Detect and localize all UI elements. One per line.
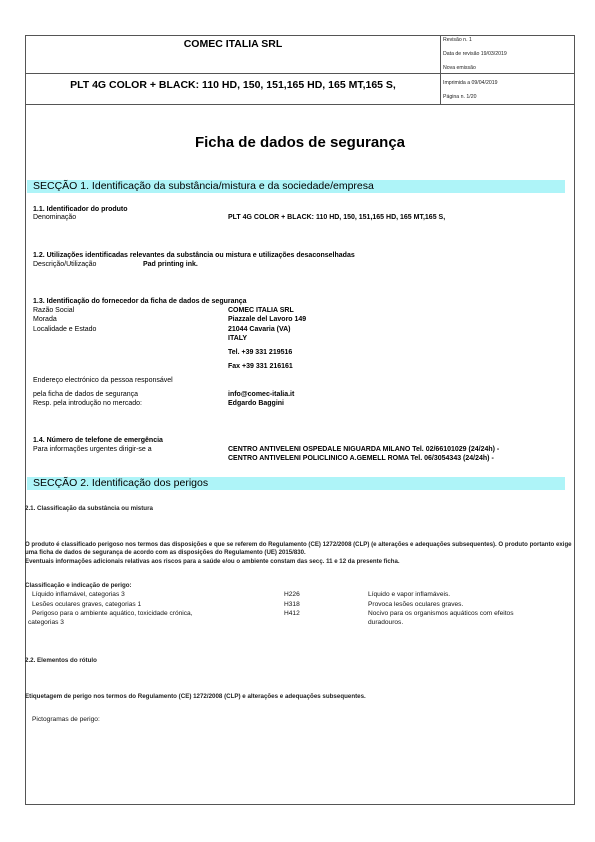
responsible-label: Resp. pela introdução no mercado: <box>33 400 142 407</box>
company-name: COMEC ITALIA SRL <box>183 38 283 50</box>
product-name: PLT 4G COLOR + BLACK: 110 HD, 150, 151,165 HD, 165 MT,165 S, <box>70 79 396 91</box>
hazard-category-continued: categorias 3 <box>28 619 64 626</box>
additional-info-paragraph: Eventuais informações adicionais relativas aos riscos para a saúde e/ou o ambiente constam das secç. 11 e 12 da presente ficha. <box>25 558 400 565</box>
classification-paragraph: O produto é classificado perigoso nos termos das disposições e que se referem do Regulamento (CE) 1272/2008 (CLP) (e alterações e adequações subsequentes). O produto portanto exige uma ficha de dados de segurança de acordo com as disposições do Regulamento (UE) 2015/830. <box>25 541 572 557</box>
revision-number: Revisão n. 1 <box>443 37 472 43</box>
section-1-2-title: 1.2. Utilizações identificadas relevantes da substância ou mistura e utilizações desaconselhadas <box>33 252 355 259</box>
denominacao-label: Denominação <box>33 214 77 221</box>
hazard-statement: Nocivo para os organismos aquáticos com efeitos <box>368 610 514 617</box>
section-1-4-title: 1.4. Número de telefone de emergência <box>33 437 163 444</box>
labelling-paragraph: Etiquetagem de perigo nos termos do Regulamento (CE) 1272/2008 (CLP) e alterações e adequações subsequentes. <box>25 693 366 700</box>
classification-title: Classificação e indicação de perigo: <box>25 582 132 589</box>
email-intro: Endereço electrónico da pessoa responsável <box>33 377 173 384</box>
section-1-heading: SECÇÃO 1. Identificação da substância/mistura e da sociedade/empresa <box>27 180 565 193</box>
country-value: ITALY <box>228 335 248 342</box>
emergency-line-2: CENTRO ANTIVELENI POLICLINICO A.GEMELL ROMA Tel. 06/3054343 (24/24h) - <box>228 455 494 462</box>
header-column-divider <box>440 35 441 104</box>
new-issue: Nova emissão <box>443 65 476 71</box>
email-value[interactable]: info@comec-italia.it <box>228 391 295 398</box>
descricao-label: Descrição/Utilização <box>33 261 97 268</box>
section-1-3-title: 1.3. Identificação do fornecedor da ficha de dados de segurança <box>33 298 247 305</box>
section-1-1-title: 1.1. Identificador do produto <box>33 206 128 213</box>
print-date: Imprimida a 09/04/2019 <box>443 80 498 86</box>
morada-value: Piazzale del Lavoro 149 <box>228 316 307 323</box>
telephone: Tel. +39 331 219516 <box>228 349 293 356</box>
header-bottom-rule <box>25 104 575 105</box>
hazard-code: H412 <box>284 610 300 617</box>
hazard-category: Perigoso para o ambiente aquático, toxicidade crónica, <box>32 610 193 617</box>
hazard-category: Líquido inflamável, categorias 3 <box>32 591 125 598</box>
localidade-value: 21044 Cavaria (VA) <box>228 326 291 333</box>
emergency-line-1: CENTRO ANTIVELENI OSPEDALE NIGUARDA MILANO Tel. 02/66101029 (24/24h) - <box>228 446 500 453</box>
razao-social-label: Razão Social <box>33 307 75 314</box>
hazard-statement: Provoca lesões oculares graves. <box>368 601 464 608</box>
fax: Fax +39 331 216161 <box>228 363 293 370</box>
hazard-category: Lesões oculares graves, categorias 1 <box>32 601 142 608</box>
pictograms-label: Pictogramas de perigo: <box>32 716 100 723</box>
hazard-code: H318 <box>284 601 300 608</box>
page-number: Página n. 1/20 <box>443 94 477 100</box>
section-2-2-title: 2.2. Elementos do rótulo <box>25 657 97 664</box>
header-divider <box>25 73 575 74</box>
localidade-label: Localidade e Estado <box>33 326 97 333</box>
hazard-code: H226 <box>284 591 300 598</box>
document-title: Ficha de dados de segurança <box>194 134 406 151</box>
denominacao-value: PLT 4G COLOR + BLACK: 110 HD, 150, 151,165 HD, 165 MT,165 S, <box>228 214 446 221</box>
responsible-value: Edgardo Baggini <box>228 400 284 407</box>
morada-label: Morada <box>33 316 57 323</box>
hazard-statement-continued: duradouros. <box>368 619 404 626</box>
emergency-label: Para informações urgentes dirigir-se a <box>33 446 152 453</box>
revision-date: Data de revisão 19/03/2019 <box>443 51 507 57</box>
descricao-value: Pad printing ink. <box>143 261 198 268</box>
section-2-1-title: 2.1. Classificação da substância ou mistura <box>25 505 153 512</box>
section-2-heading: SECÇÃO 2. Identificação dos perigos <box>27 477 565 490</box>
hazard-statement: Líquido e vapor inflamáveis. <box>368 591 451 598</box>
razao-social-value: COMEC ITALIA SRL <box>228 307 294 314</box>
email-label: pela ficha de dados de segurança <box>33 391 139 398</box>
